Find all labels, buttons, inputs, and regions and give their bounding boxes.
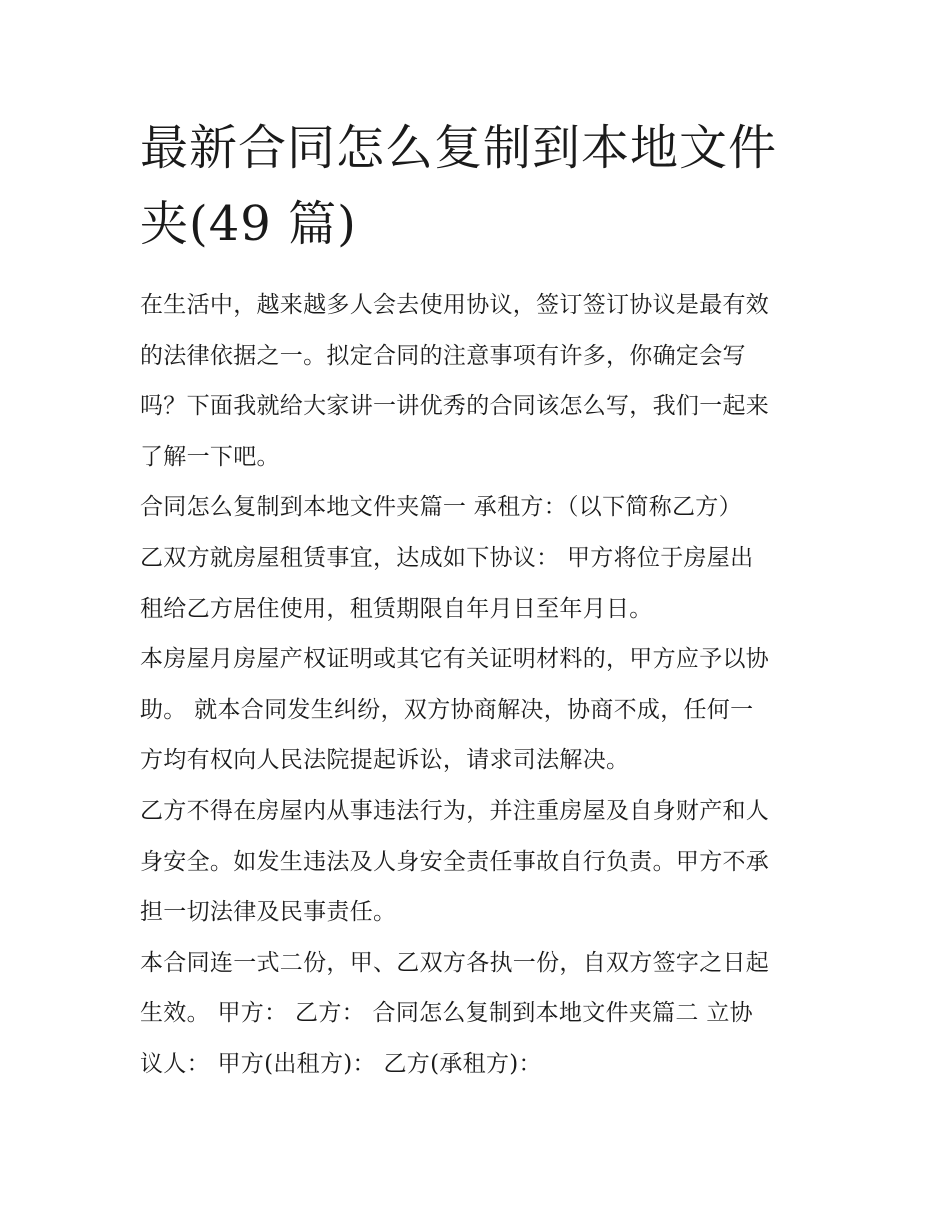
paragraph: [140, 786, 820, 938]
document-page: [140, 110, 820, 1090]
text-line: 吗？下面我就给大家讲一讲优秀的合同该怎么写，我们一起来: [140, 393, 770, 420]
text-line: 方均有权向人民法院提起诉讼，请求司法解决。: [140, 747, 630, 774]
text-line: 身安全。如发生违法及人身安全责任事故自行负责。甲方不承: [140, 848, 770, 875]
text-line: 乙方不得在房屋内从事违法行为，并注重房屋及自身财产和人: [140, 797, 770, 824]
text-line: 租给乙方居住使用，租赁期限自年月日至年月日。: [140, 595, 653, 622]
paragraph: [140, 280, 820, 482]
text-line: 议人： 甲方(出租方)： 乙方(承租方)：: [140, 1050, 542, 1077]
text-line: 了解一下吧。: [140, 443, 280, 470]
document-title: [140, 110, 820, 262]
text-line: 的法律依据之一。拟定合同的注意事项有许多，你确定会写: [140, 342, 746, 369]
text-line: 合同怎么复制到本地文件夹篇一 承租方：（以下简称乙方）: [140, 494, 742, 521]
text-line: 生效。 甲方： 乙方： 合同怎么复制到本地文件夹篇二 立协: [140, 1000, 753, 1027]
text-line: 本合同连一式二份，甲、乙双方各执一份，自双方签字之日起: [140, 949, 770, 976]
title-line: 最新合同怎么复制到本地文件: [140, 120, 778, 176]
paragraph: [140, 634, 820, 786]
text-line: 本房屋月房屋产权证明或其它有关证明材料的，甲方应予以协: [140, 646, 770, 673]
text-line: 在生活中，越来越多人会去使用协议，签订签订协议是最有效: [140, 292, 770, 318]
paragraph: [140, 938, 820, 1090]
text-line: 助。 就本合同发生纠纷，双方协商解决，协商不成，任何一: [140, 696, 754, 723]
text-line: 乙双方就房屋租赁事宜，达成如下协议： 甲方将位于房屋出: [140, 544, 754, 571]
paragraph: [140, 482, 820, 634]
text-line: 担一切法律及民事责任。: [140, 899, 397, 926]
title-line: 夹(49 篇): [140, 196, 357, 252]
